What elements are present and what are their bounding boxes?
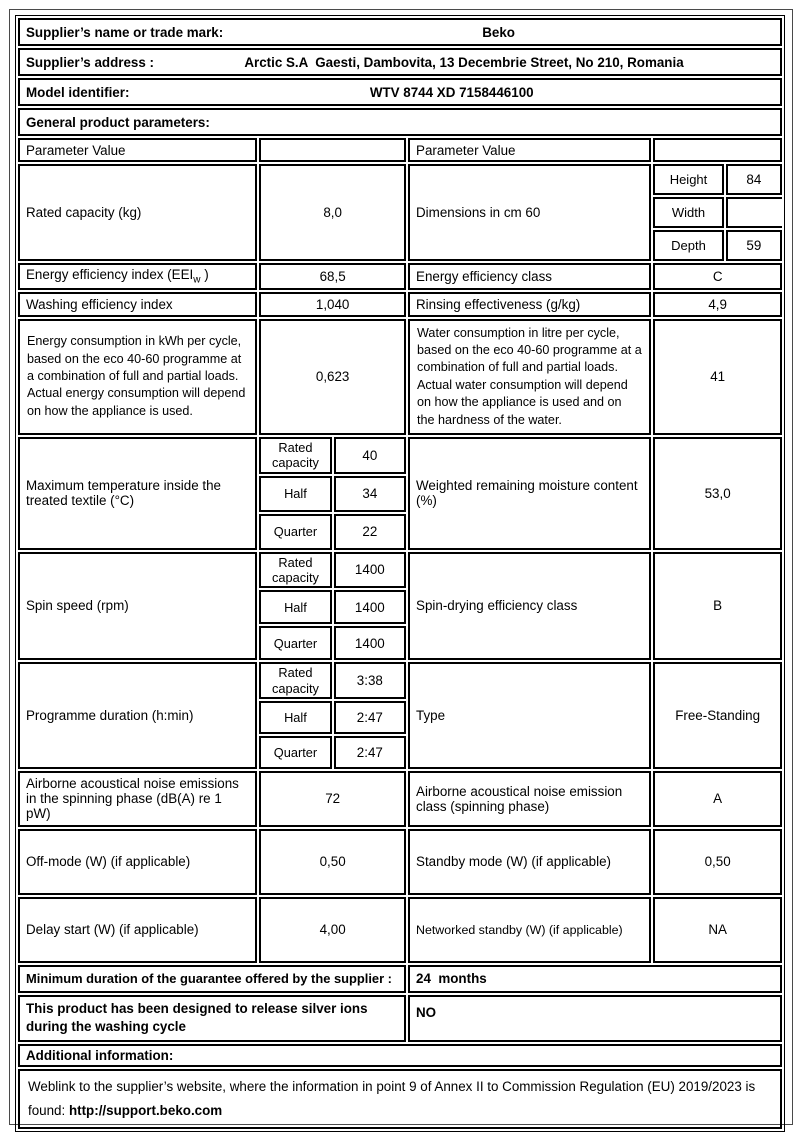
- silver-ions-label: This product has been designed to release silver ions during the washing cycle: [18, 995, 406, 1042]
- off-mode-row: [18, 829, 782, 895]
- rinsing-label: Rinsing effectiveness (g/kg): [408, 292, 651, 317]
- max-temp-half-value: 34: [334, 476, 406, 512]
- moisture-label: Weighted remaining moisture content (%): [408, 437, 651, 550]
- moisture-value: 53,0: [653, 437, 782, 550]
- dimension-depth-value: 59: [726, 230, 782, 261]
- noise-class-value: A: [653, 771, 782, 827]
- general-parameters-section-row: [18, 108, 782, 136]
- spin-speed-label: Spin speed (rpm): [18, 552, 257, 661]
- duration-row: [18, 662, 782, 699]
- type-value: Free-Standing: [653, 662, 782, 769]
- networked-standby-label: Networked standby (W) (if applicable): [408, 897, 651, 963]
- eei-row: [18, 263, 782, 290]
- off-mode-value: 0,50: [259, 829, 406, 895]
- delay-start-row: [18, 897, 782, 963]
- spin-half-label: Half: [259, 590, 331, 624]
- guarantee-value: 24 months: [408, 965, 782, 993]
- duration-half-label: Half: [259, 701, 331, 734]
- eei-label: [18, 263, 257, 290]
- supplier-address-cell: [18, 48, 782, 76]
- water-consumption-value: 41: [653, 319, 782, 435]
- spin-class-value: B: [653, 552, 782, 661]
- spin-speed-row: [18, 552, 782, 589]
- duration-rated-label: Rated capacity: [259, 662, 331, 699]
- spin-quarter-value: 1400: [334, 626, 406, 660]
- dimension-depth-label: Depth: [653, 230, 723, 261]
- additional-info-row: [18, 1044, 782, 1067]
- rinsing-value: 4,9: [653, 292, 782, 317]
- weblink-row: [18, 1069, 782, 1129]
- noise-label: Airborne acoustical noise emissions in the spinning phase (dB(A) re 1 pW): [18, 771, 257, 827]
- eei-label-text: Energy efficiency index (EEI: [26, 267, 194, 282]
- standby-value: 0,50: [653, 829, 782, 895]
- column-header-row: [18, 138, 782, 162]
- param-header-right-empty: [653, 138, 782, 162]
- supplier-address-row: [18, 48, 782, 76]
- product-parameters-table: [15, 15, 785, 1132]
- weblink-cell: [18, 1069, 782, 1129]
- duration-quarter-label: Quarter: [259, 736, 331, 769]
- max-temp-rated-label: Rated capacity: [259, 437, 331, 474]
- guarantee-row: [18, 965, 782, 993]
- param-header-left-empty: [259, 138, 406, 162]
- param-header-right: Parameter Value: [408, 138, 651, 162]
- supplier-name-cell: [18, 18, 782, 46]
- energy-class-label: Energy efficiency class: [408, 263, 651, 290]
- max-temp-half-label: Half: [259, 476, 331, 512]
- rated-capacity-label: Rated capacity (kg): [18, 164, 257, 261]
- duration-quarter-value: 2:47: [334, 736, 406, 769]
- delay-start-label: Delay start (W) (if applicable): [18, 897, 257, 963]
- spin-rated-label: Rated capacity: [259, 552, 331, 589]
- model-identifier-row: [18, 78, 782, 106]
- noise-value: 72: [259, 771, 406, 827]
- spin-half-value: 1400: [334, 590, 406, 624]
- max-temp-rated-value: 40: [334, 437, 406, 474]
- additional-info-label: Additional information:: [18, 1044, 782, 1067]
- model-identifier-cell: [18, 78, 782, 106]
- eei-value: 68,5: [259, 263, 406, 290]
- spin-class-label: Spin-drying efficiency class: [408, 552, 651, 661]
- eei-label-close: ): [200, 267, 209, 282]
- networked-standby-value: NA: [653, 897, 782, 963]
- dimension-width-label: Width: [653, 197, 723, 228]
- supplier-address-value: Arctic S.A Gaesti, Dambovita, 13 Decembrie Street, No 210, Romania: [244, 54, 684, 70]
- water-consumption-label: Water consumption in litre per cycle, based on the eco 40-60 programme at a combination of full and partial loads. Actual water consumption will depend on how the appliance is used and on the hardness of the water.: [408, 319, 651, 435]
- dimension-width-value: [726, 197, 782, 228]
- off-mode-label: Off-mode (W) (if applicable): [18, 829, 257, 895]
- max-temp-quarter-value: 22: [334, 514, 406, 550]
- supplier-name-value: Beko: [482, 24, 515, 40]
- supplier-address-label: Supplier’s address :: [26, 54, 154, 70]
- page-frame: [9, 9, 793, 1125]
- energy-consumption-label: Energy consumption in kWh per cycle, based on the eco 40-60 programme at a combination of full and partial loads. Actual energy consumption will depend on how the appliance is used.: [18, 319, 257, 435]
- delay-start-value: 4,00: [259, 897, 406, 963]
- supplier-name-row: [18, 18, 782, 46]
- model-identifier-value: WTV 8744 XD 7158446100: [369, 84, 534, 100]
- silver-ions-value: NO: [408, 995, 782, 1042]
- rated-capacity-row: [18, 164, 782, 195]
- max-temp-quarter-label: Quarter: [259, 514, 331, 550]
- max-temperature-row: [18, 437, 782, 474]
- supplier-name-label: Supplier’s name or trade mark:: [26, 24, 224, 40]
- model-identifier-label: Model identifier:: [26, 84, 130, 100]
- dimensions-label: Dimensions in cm 60: [408, 164, 651, 261]
- spin-quarter-label: Quarter: [259, 626, 331, 660]
- dimension-height-value: 84: [726, 164, 782, 195]
- washing-index-row: [18, 292, 782, 317]
- noise-row: [18, 771, 782, 827]
- type-label: Type: [408, 662, 651, 769]
- param-header-left: Parameter Value: [18, 138, 257, 162]
- spin-rated-value: 1400: [334, 552, 406, 589]
- energy-class-value: C: [653, 263, 782, 290]
- washing-index-label: Washing efficiency index: [18, 292, 257, 317]
- general-parameters-section-label: General product parameters:: [18, 108, 782, 136]
- consumption-row: [18, 319, 782, 435]
- standby-label: Standby mode (W) (if applicable): [408, 829, 651, 895]
- duration-half-value: 2:47: [334, 701, 406, 734]
- weblink-text: Weblink to the supplier’s website, where the information in point 9 of Annex II to Commission Regulation (EU) 2019/2023 is found:: [28, 1078, 756, 1119]
- supplier-weblink[interactable]: http://support.beko.com: [68, 1103, 223, 1119]
- rated-capacity-value: 8,0: [259, 164, 406, 261]
- duration-rated-value: 3:38: [334, 662, 406, 699]
- dimension-height-label: Height: [653, 164, 723, 195]
- energy-consumption-value: 0,623: [259, 319, 406, 435]
- duration-label: Programme duration (h:min): [18, 662, 257, 769]
- max-temperature-label: Maximum temperature inside the treated textile (°C): [18, 437, 257, 550]
- washing-index-value: 1,040: [259, 292, 406, 317]
- eei-subscript: w: [193, 274, 201, 286]
- noise-class-label: Airborne acoustical noise emission class (spinning phase): [408, 771, 651, 827]
- guarantee-label: Minimum duration of the guarantee offered by the supplier :: [18, 965, 406, 993]
- silver-ions-row: [18, 995, 782, 1042]
